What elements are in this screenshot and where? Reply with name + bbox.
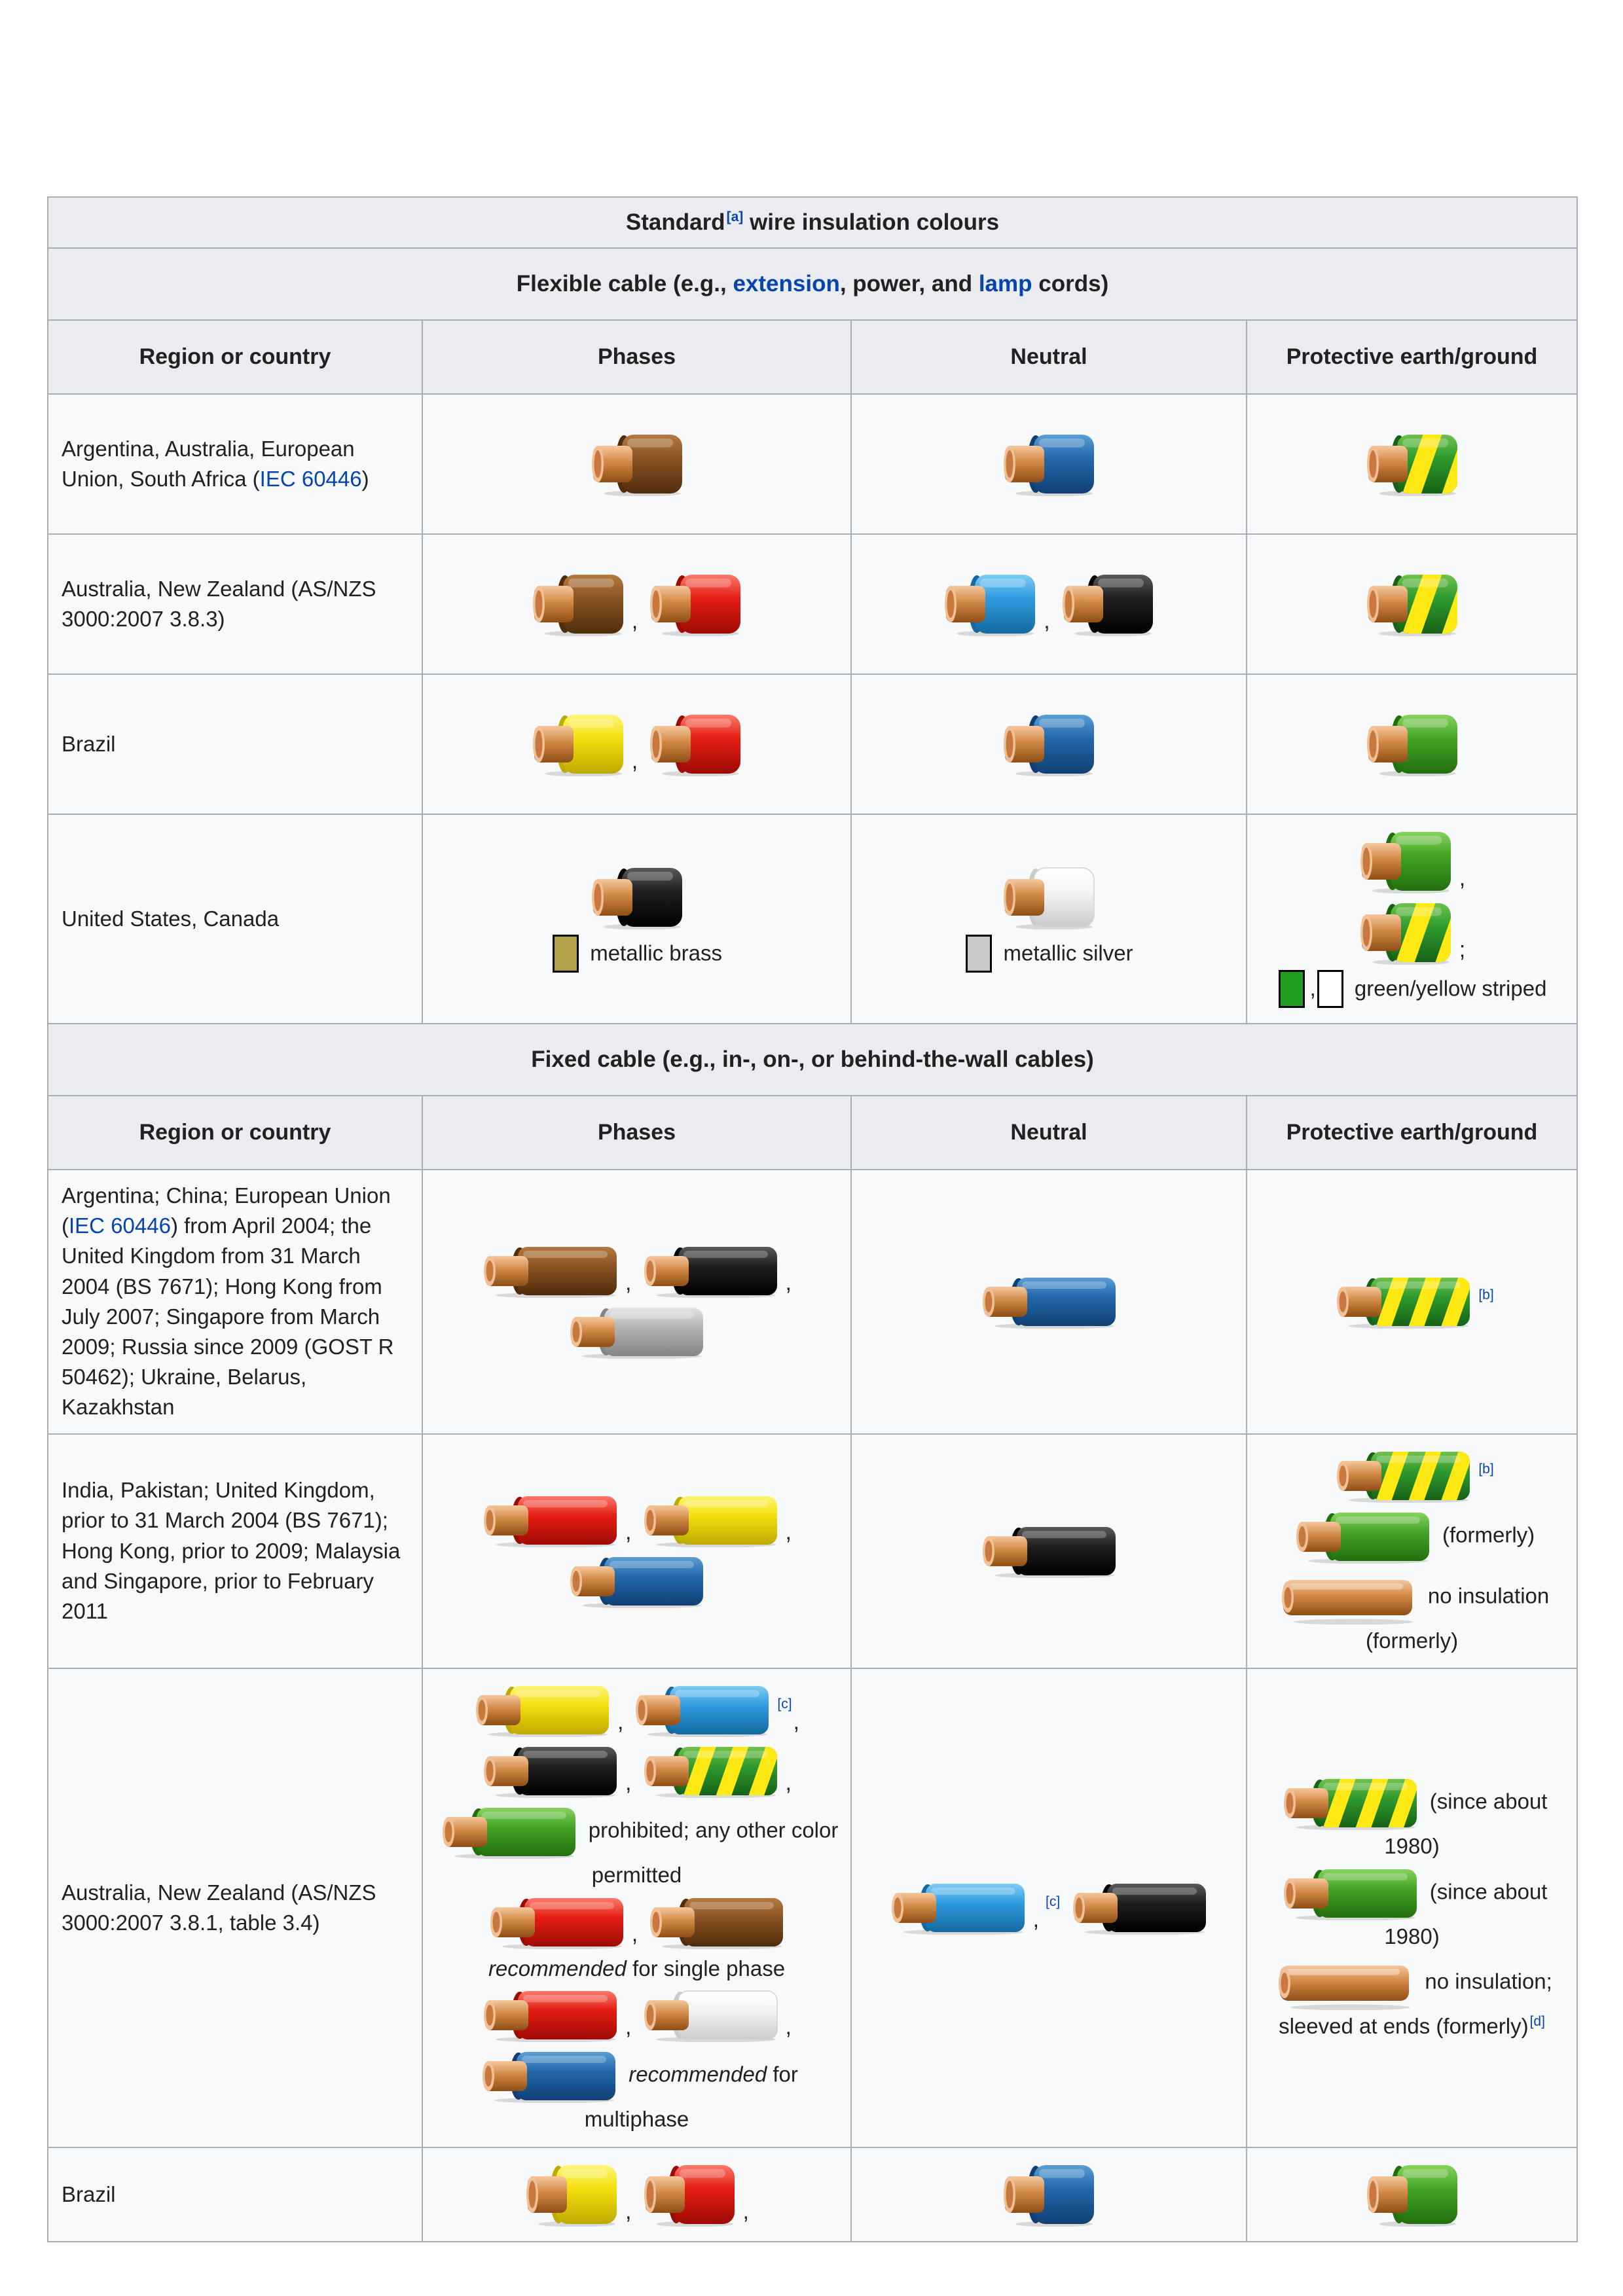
earth-cell xyxy=(1247,674,1577,814)
neutral-cell xyxy=(851,394,1247,534)
earth-cell xyxy=(1247,1668,1577,2147)
earth-cell xyxy=(1247,394,1577,534)
phases-line xyxy=(433,1303,840,1361)
section-subtitle-row-flexible xyxy=(48,248,1577,320)
phases-line xyxy=(433,1893,840,1951)
ref-c xyxy=(1046,1894,1060,1909)
neutral-cell xyxy=(851,534,1247,674)
wire-lightblue-icon xyxy=(632,1683,773,1737)
wire-black-icon xyxy=(480,1744,621,1798)
wire-grey-icon xyxy=(566,1305,707,1359)
earth-line xyxy=(1258,710,1566,778)
phases-cell xyxy=(422,2147,851,2242)
wire-white-icon xyxy=(1000,865,1098,929)
separator: , xyxy=(1044,609,1050,634)
wire-colour-table xyxy=(47,196,1578,2242)
column-header-phases: Phases xyxy=(422,1096,851,1170)
text: metallic silver xyxy=(997,941,1133,965)
text: Australia, New Zealand (AS/NZS 3000:2007 3.8.1, table 3.4) xyxy=(62,1880,376,1935)
text: metallic brass xyxy=(584,941,722,965)
text: no insulation (formerly) xyxy=(1365,1583,1550,1653)
region-cell xyxy=(48,1668,422,2147)
neutral-cell xyxy=(851,1434,1247,1669)
phases-line xyxy=(433,863,840,931)
phases-line xyxy=(433,1803,840,1890)
separator: , xyxy=(625,1770,632,1796)
text: wire insulation colours xyxy=(743,209,1000,235)
region-cell xyxy=(48,534,422,674)
wire-yellow-icon xyxy=(529,712,627,776)
earth-cell xyxy=(1247,814,1577,1024)
wire-lightblue-icon xyxy=(941,572,1039,636)
table-row xyxy=(48,534,1577,674)
table-row xyxy=(48,2147,1577,2242)
separator: , xyxy=(625,2198,632,2224)
separator: ; xyxy=(1459,937,1466,963)
link-extension[interactable]: extension xyxy=(733,271,840,296)
link-iec-60446[interactable]: IEC 60446 xyxy=(259,467,362,491)
region-cell xyxy=(48,814,422,1024)
earth-line xyxy=(1258,1569,1566,1656)
link-iec-60446[interactable]: IEC 60446 xyxy=(69,1213,171,1238)
phases-cell xyxy=(422,674,851,814)
neutral-line xyxy=(862,570,1235,638)
wire-gy-icon xyxy=(1280,1776,1421,1830)
ref-link-c[interactable]: [c] xyxy=(1046,1893,1061,1909)
ref-b xyxy=(1478,1287,1493,1302)
wire-blue-icon xyxy=(1000,2162,1098,2227)
text: (since about 1980) xyxy=(1384,1879,1548,1948)
swatch-white-icon xyxy=(1317,970,1343,1008)
separator: , xyxy=(625,1270,632,1296)
phases-line xyxy=(433,430,840,498)
wire-brown-icon xyxy=(480,1244,621,1298)
wire-red-icon xyxy=(486,1895,627,1949)
ref-c xyxy=(777,1696,792,1712)
earth-line xyxy=(1258,2161,1566,2229)
wire-brown-icon xyxy=(646,1895,787,1949)
ref-link-d[interactable]: [d] xyxy=(1529,2014,1545,2030)
phases-line xyxy=(433,1492,840,1549)
phases-cell xyxy=(422,1668,851,2147)
separator: , xyxy=(1459,866,1466,891)
neutral-line xyxy=(862,1879,1235,1937)
wire-gy-icon xyxy=(1357,901,1455,965)
region-cell xyxy=(48,674,422,814)
text: (since about 1980) xyxy=(1384,1789,1548,1859)
ref-link-b[interactable]: [b] xyxy=(1478,1462,1494,1477)
neutral-line xyxy=(862,1273,1235,1331)
text: Brazil xyxy=(62,731,116,756)
separator: , xyxy=(742,2198,749,2224)
wire-blue-icon xyxy=(979,1275,1120,1329)
region-cell xyxy=(48,1434,422,1669)
separator: , xyxy=(631,609,638,634)
region-cell xyxy=(48,1170,422,1434)
section-subtitle-flexible xyxy=(48,248,1577,320)
phases-line xyxy=(433,1742,840,1800)
neutral-line xyxy=(862,935,1235,975)
text: India, Pakistan; United Kingdom, prior to 31 March 2004 (BS 7671); Hong Kong, prior to 2009; Malaysia and Singapore, prior to February 2011 xyxy=(62,1478,401,1624)
separator: , xyxy=(793,1710,800,1735)
text: , power, and xyxy=(839,271,979,296)
wire-green-icon xyxy=(1357,829,1455,893)
text: Standard xyxy=(625,209,725,235)
text: Argentina; China; European Union ( xyxy=(62,1183,391,1238)
earth-line xyxy=(1258,1954,1566,2041)
wire-black-icon xyxy=(979,1524,1120,1578)
wire-red-icon xyxy=(480,1988,621,2042)
wire-yellow-icon xyxy=(640,1494,781,1547)
text: Argentina, Australia, European Union, South Africa ( xyxy=(62,436,355,491)
separator: , xyxy=(1032,1907,1040,1932)
wire-red-icon xyxy=(646,712,744,776)
earth-line xyxy=(1258,970,1566,1011)
separator: , xyxy=(785,1770,792,1796)
phases-cell xyxy=(422,1170,851,1434)
wire-blue-icon xyxy=(1000,712,1098,776)
text: for single phase xyxy=(626,1956,786,1981)
separator: , xyxy=(785,1520,792,1545)
wire-green-icon xyxy=(1363,2162,1461,2227)
earth-line xyxy=(1258,430,1566,498)
earth-line xyxy=(1258,1447,1566,1505)
phases-line xyxy=(433,1954,840,1984)
region-cell xyxy=(48,394,422,534)
wire-brown-icon xyxy=(529,572,627,636)
earth-line xyxy=(1258,899,1566,967)
table-row xyxy=(48,674,1577,814)
table-row xyxy=(48,394,1577,534)
swatch-brass-icon xyxy=(553,935,579,973)
earth-cell xyxy=(1247,534,1577,674)
table-row xyxy=(48,1434,1577,1669)
wire-blue-icon xyxy=(566,1554,707,1608)
ref-link-c[interactable]: [c] xyxy=(777,1696,792,1712)
neutral-line xyxy=(862,710,1235,778)
text: for multiphase xyxy=(584,2062,798,2132)
separator: , xyxy=(625,1520,632,1545)
section-subtitle-fixed xyxy=(48,1024,1577,1096)
neutral-cell xyxy=(851,1668,1247,2147)
wire-green-icon xyxy=(1363,712,1461,776)
table-row xyxy=(48,814,1577,1024)
ref-link-b[interactable]: [b] xyxy=(1478,1287,1494,1303)
earth-line xyxy=(1258,570,1566,638)
text: no insulation; sleeved at ends (formerly) xyxy=(1279,1969,1552,2039)
wire-yellow-icon xyxy=(522,2162,621,2227)
wire-brown-icon xyxy=(588,432,686,496)
neutral-line xyxy=(862,430,1235,498)
swatch-green-icon xyxy=(1279,970,1305,1008)
wire-black-icon xyxy=(588,865,686,929)
wire-red-icon xyxy=(640,2162,739,2227)
swatch-silver-icon xyxy=(966,935,992,973)
wire-yellow-icon xyxy=(472,1683,613,1737)
table-row xyxy=(48,1668,1577,2147)
column-header-row-fixed xyxy=(48,1096,1577,1170)
neutral-line xyxy=(862,1522,1235,1580)
wire-green-icon xyxy=(1280,1867,1421,1920)
text: , xyxy=(1309,976,1316,1001)
phases-line xyxy=(433,710,840,778)
phases-line xyxy=(433,2047,840,2134)
text: green/yellow striped xyxy=(1348,976,1547,1001)
italic-text: recommended xyxy=(488,1956,627,1981)
wire-gy-icon xyxy=(1333,1275,1474,1329)
wire-black-icon xyxy=(640,1244,781,1298)
neutral-cell xyxy=(851,2147,1247,2242)
table-row xyxy=(48,1170,1577,1434)
earth-line xyxy=(1258,1774,1566,1861)
ref-link-a[interactable]: [a] xyxy=(726,209,744,225)
table-title-row xyxy=(48,197,1577,248)
column-header-protective-earth-ground: Protective earth/ground xyxy=(1247,1096,1577,1170)
text xyxy=(1060,1894,1066,1918)
wire-red-icon xyxy=(480,1494,621,1547)
text: ) xyxy=(361,467,369,491)
wire-lightblue-icon xyxy=(888,1881,1029,1935)
column-header-row-flexible xyxy=(48,320,1577,394)
separator: , xyxy=(631,749,638,774)
page-title xyxy=(48,197,1577,248)
text: (formerly) xyxy=(1436,1522,1535,1547)
column-header-region-or-country: Region or country xyxy=(48,320,422,394)
phases-line xyxy=(433,935,840,975)
wire-black-icon xyxy=(1059,572,1157,636)
separator: , xyxy=(617,1710,624,1735)
phases-cell xyxy=(422,394,851,534)
neutral-cell xyxy=(851,814,1247,1024)
wire-white-icon xyxy=(640,1988,781,2042)
column-header-neutral: Neutral xyxy=(851,320,1247,394)
ref-a xyxy=(727,209,744,224)
neutral-cell xyxy=(851,1170,1247,1434)
phases-line xyxy=(433,1986,840,2044)
neutral-line xyxy=(862,2161,1235,2229)
column-header-neutral: Neutral xyxy=(851,1096,1247,1170)
earth-line xyxy=(1258,1273,1566,1331)
earth-cell xyxy=(1247,1170,1577,1434)
phases-line xyxy=(433,2161,840,2229)
region-cell xyxy=(48,2147,422,2242)
section-subtitle-row-fixed xyxy=(48,1024,1577,1096)
text: Flexible cable (e.g., xyxy=(516,271,733,296)
text: Australia, New Zealand (AS/NZS 3000:2007 3.8.3) xyxy=(62,576,376,631)
wire-bare-icon xyxy=(1275,1956,1415,2010)
column-header-protective-earth-ground: Protective earth/ground xyxy=(1247,320,1577,394)
wire-gy-icon xyxy=(1363,432,1461,496)
italic-text: recommended xyxy=(629,2062,767,2087)
text: United States, Canada xyxy=(62,906,280,931)
text xyxy=(623,2062,629,2087)
earth-line xyxy=(1258,1865,1566,1952)
wire-gy-icon xyxy=(1333,1449,1474,1503)
wire-black-icon xyxy=(1069,1881,1210,1935)
separator: , xyxy=(625,2015,632,2040)
column-header-region-or-country: Region or country xyxy=(48,1096,422,1170)
phases-line xyxy=(433,1681,840,1739)
wire-green-icon xyxy=(439,1805,579,1859)
phases-line xyxy=(433,1242,840,1300)
earth-line xyxy=(1258,827,1566,895)
phases-line xyxy=(433,1552,840,1610)
separator: , xyxy=(785,2015,792,2040)
separator: , xyxy=(631,1921,638,1946)
link-lamp[interactable]: lamp xyxy=(978,271,1032,296)
neutral-line xyxy=(862,863,1235,931)
wire-blue-icon xyxy=(1000,432,1098,496)
wire-gy-icon xyxy=(640,1744,781,1798)
text: cords) xyxy=(1032,271,1109,296)
phases-cell xyxy=(422,814,851,1024)
phases-cell xyxy=(422,534,851,674)
text: Fixed cable (e.g., in-, on-, or behind-the-wall cables) xyxy=(531,1047,1094,1072)
text: prohibited; any other color permitted xyxy=(582,1818,839,1888)
ref-d xyxy=(1530,2014,1545,2029)
text: Brazil xyxy=(62,2181,116,2206)
text: ) from April 2004; the United Kingdom from 31 March 2004 (BS 7671); Hong Kong from July 2007; Singapore from March 2009; Russia since 2009 (GOST R 50462); Ukraine, Belarus, Kazakhstan xyxy=(62,1213,394,1420)
wire-bare-icon xyxy=(1278,1571,1419,1624)
wire-green-icon xyxy=(1292,1510,1433,1564)
earth-cell xyxy=(1247,2147,1577,2242)
wire-gy-icon xyxy=(1363,572,1461,636)
wire-red-icon xyxy=(646,572,744,636)
earth-cell xyxy=(1247,1434,1577,1669)
wire-blue-icon xyxy=(479,2049,619,2103)
ref-b xyxy=(1478,1462,1493,1477)
neutral-cell xyxy=(851,674,1247,814)
earth-line xyxy=(1258,1508,1566,1566)
phases-line xyxy=(433,570,840,638)
phases-cell xyxy=(422,1434,851,1669)
separator: , xyxy=(785,1270,792,1296)
column-header-phases: Phases xyxy=(422,320,851,394)
